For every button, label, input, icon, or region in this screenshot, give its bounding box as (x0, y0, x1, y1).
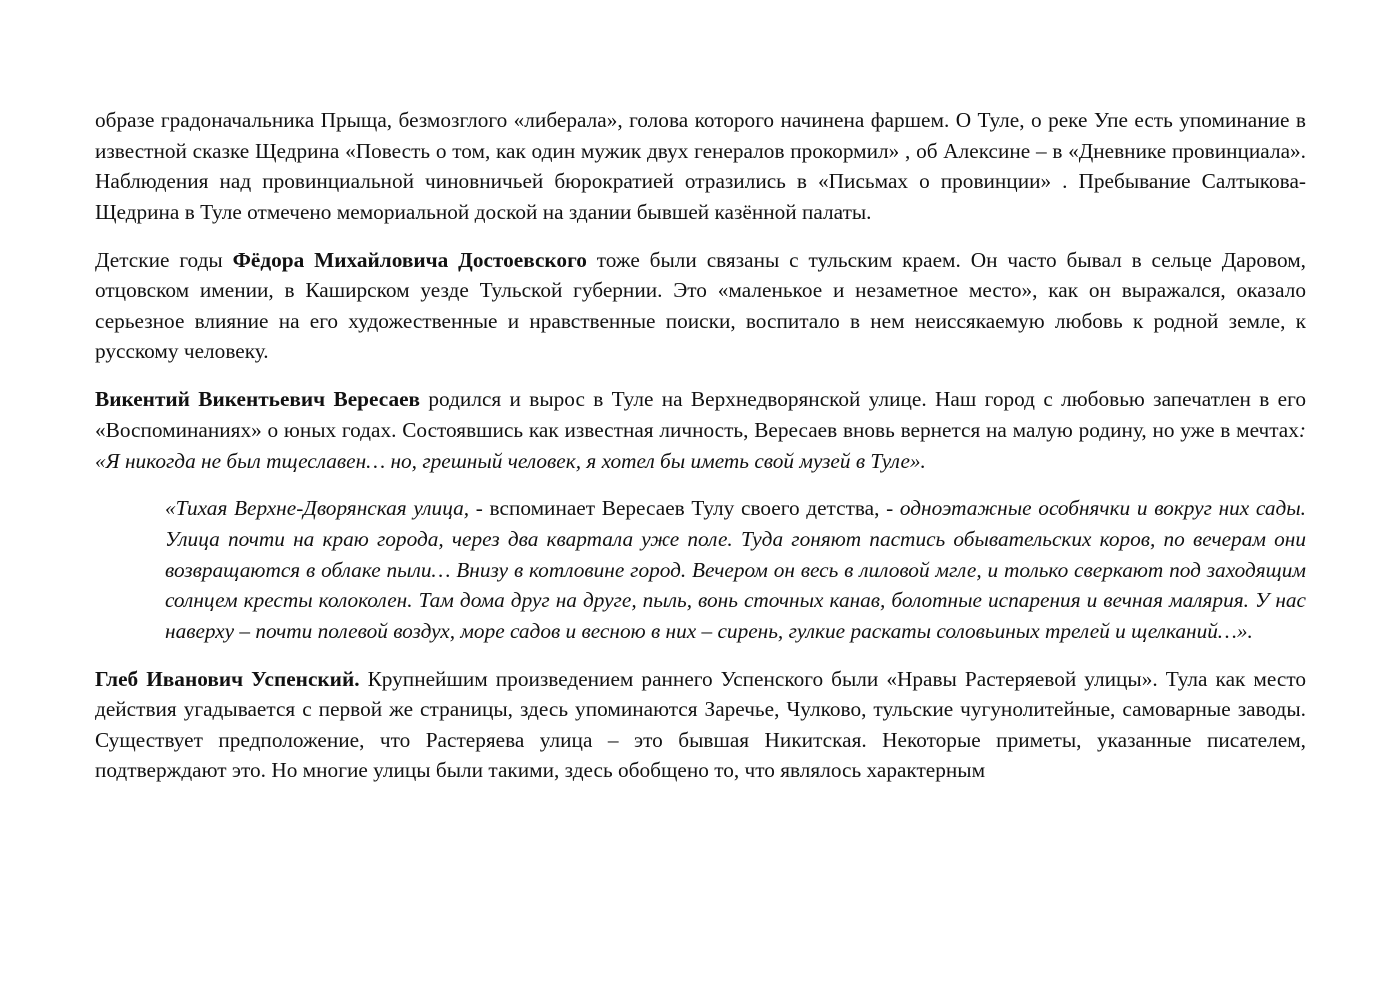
paragraph-veresaev (95, 384, 1306, 476)
paragraph-dostoevsky (95, 245, 1306, 367)
paragraph-text: родился и вырос в Туле на Верхнедворянской улице. Наш город с любовью запечатлен в его «Воспоминаниях» о юных годах. Состоявшись как известная личность, Вересаев вновь вернется на малую родину, но уже в мечтах (95, 387, 1306, 442)
paragraph-text: образе градоначальника Прыща, безмозглого «либерала», голова которого начинена фаршем. О Туле, о реке Упе есть упоминание в известной сказке Щедрина «Повесть о том, как один мужик двух генералов прокормил» , об Алексине – в «Дневнике провинциала». Наблюдения над провинциальной чиновничьей бюрократией отразились в «Письмах о провинции» . Пребывание Салтыкова-Щедрина в Туле отмечено мемориальной доской на здании бывшей казённой палаты. (95, 108, 1306, 224)
paragraph-text: тоже были связаны с тульским краем. Он часто бывал в сельце Даровом, отцовском имении, в Каширском уезде Тульской губернии. Это «маленькое и незаметное место», как он выражался, оказало серьезное влияние на его художественные и нравственные поиски, воспитало в нем неиссякаемую любовь к родной земле, к русскому человеку. (95, 247, 1306, 364)
quote-part-2: - одноэтажные особнячки и вокруг них сады. Улица почти на краю города, через два квартала уже поле. Туда гоняют пастись обывательских коров, по вечерам они возвращаются в облаке пыли… Внизу в котловине город. Вечером он весь в лиловой мгле, и только сверкают под заходящим солнцем кресты колоколен. Там дома друг на друге, пыль, вонь сточных канав, болотные испарения и вечная малярия. У нас наверху – почти полевой воздух, море садов и весною в них – сирень, гулкие раскаты соловьиных трелей и щелканий…». (165, 496, 1307, 643)
veresaev-inline-quote: : «Я никогда не был тщеславен… но, грешный человек, я хотел бы иметь свой музей в Туле». (95, 417, 1306, 473)
paragraph-lead: Детские годы (95, 247, 233, 272)
quote-attribution: - вспоминает Вересаев Тулу своего детства, (475, 496, 887, 521)
paragraph-text: Крупнейшим произведением раннего Успенского были «Нравы Растеряевой улицы». Тула как место действия угадывается с первой же страницы, здесь упоминаются Заречье, Чулково, тульские чугунолитейные, самоварные заводы. Существует предположение, что Растеряева улица – это бывшая Никитская. Некоторые приметы, указанные писателем, подтверждают это. Но многие улицы были такими, здесь обобщено то, что являлось характерным (95, 666, 1306, 783)
author-name-veresaev: Викентий Викентьевич Вересаев (95, 387, 421, 412)
block-quote-veresaev (165, 493, 1306, 646)
document-body (95, 105, 1306, 803)
author-name-dostoevsky: Фёдора Михайловича Достоевского (232, 247, 587, 272)
author-name-uspensky: Глеб Иванович Успенский. (95, 666, 360, 691)
paragraph-saltykov (95, 105, 1306, 227)
quote-part-1: «Тихая Верхне-Дворянская улица, (165, 496, 476, 521)
paragraph-uspensky (95, 664, 1306, 786)
